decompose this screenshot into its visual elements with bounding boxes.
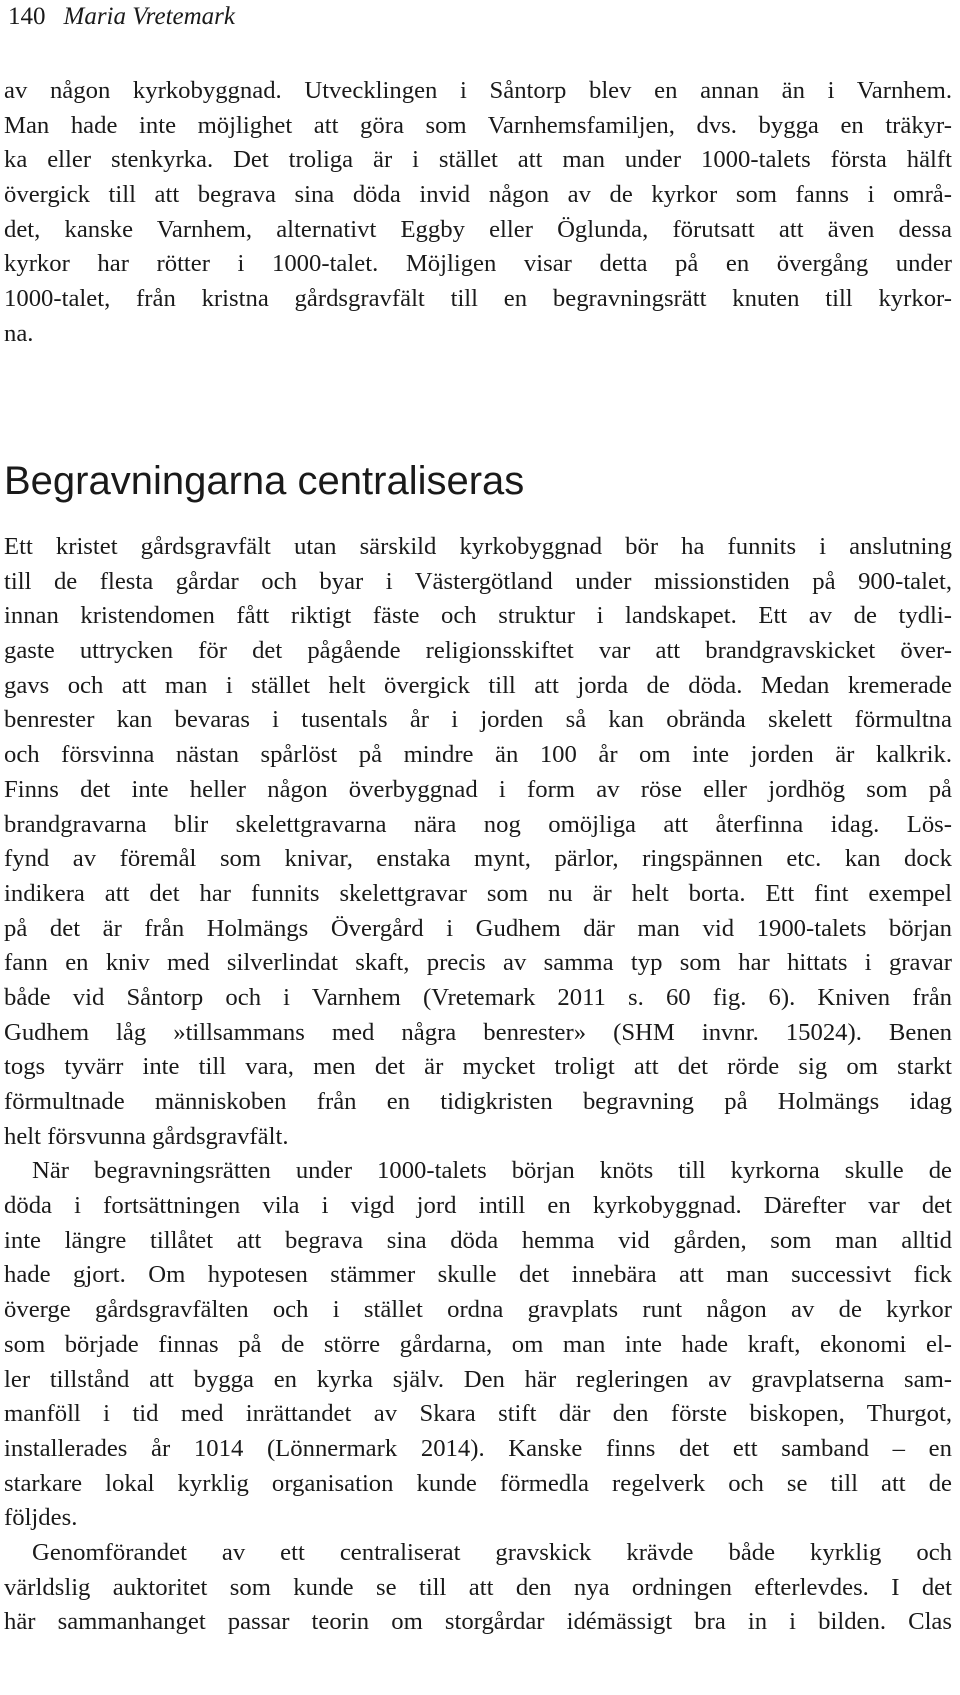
text-line: 1000-talet, från kristna gårdsgravfält till en begravningsrätt knuten till kyrkor- (4, 285, 952, 313)
text-line: helt försvunna gårdsgravfält. (4, 1122, 289, 1150)
text-line: som började finnas på de större gårdarna, om man inte hade kraft, ekonomi el- (4, 1330, 952, 1358)
text-line: När begravningsrätten under 1000-talets början knöts till kyrkorna skulle de (32, 1157, 952, 1185)
text-line: indikera att det har funnits skelettgravar som nu är helt borta. Ett fint exempel (4, 879, 952, 907)
text-line: här sammanhanget passar teorin om storgårdar idémässigt bra in i bilden. Clas (4, 1608, 952, 1636)
text-line: världslig auktoritet som kunde se till att den nya ordningen efterlevdes. I det (4, 1573, 952, 1601)
text-line: innan kristendomen fått riktigt fäste och struktur i landskapet. Ett av de tydli- (4, 602, 952, 630)
text-line: brandgravarna blir skelettgravarna nära nog omöjliga att återfinna idag. Lös- (4, 810, 952, 838)
text-line: Genomförandet av ett centraliserat gravskick krävde både kyrklig och (32, 1538, 952, 1566)
text-line: fynd av föremål som knivar, enstaka mynt, pärlor, ringspännen etc. kan dock (4, 845, 952, 873)
text-line: överge gårdsgravfälten och i stället ordna gravplats runt någon av de kyrkor (4, 1296, 952, 1324)
text-line: följdes. (4, 1504, 78, 1532)
running-head (8, 2, 235, 32)
text-line: döda i fortsättningen vila i vigd jord intill en kyrkobyggnad. Därefter var det (4, 1192, 952, 1220)
text-line: hade gjort. Om hypotesen stämmer skulle det innebära att man successivt fick (4, 1261, 952, 1289)
text-line: Gudhem låg »tillsammans med några benrester» (SHM invnr. 15024). Benen (4, 1018, 952, 1046)
text-line: på det är från Holmängs Övergård i Gudhem där man vid 1900-talets början (4, 914, 952, 942)
text-line: gaste uttrycken för det pågående religionsskiftet var att brandgravskicket över- (4, 637, 952, 665)
text-line: benrester kan bevaras i tusentals år i jorden så kan obrända skelett förmultna (4, 706, 952, 734)
intro-paragraph (4, 74, 952, 352)
text-line: det, kanske Varnhem, alternativt Eggby eller Öglunda, förutsatt att även dessa (4, 215, 952, 243)
text-line: och försvinna nästan spårlöst på mindre än 100 år om inte jorden är kalkrik. (4, 741, 952, 769)
text-line: inte längre tillåtet att begrava sina döda hemma vid gården, som man alltid (4, 1226, 952, 1254)
page-number: 140 (8, 3, 46, 30)
paragraph-3 (4, 1536, 952, 1640)
text-line: kyrkor har rötter i 1000-talet. Möjligen visar detta på en övergång under (4, 250, 952, 278)
text-line: fann en kniv med silverlindat skaft, precis av samma typ som har hittats i gravar (4, 949, 952, 977)
text-line: förmultnade människoben från en tidigkristen begravning på Holmängs idag (4, 1088, 952, 1115)
text-line: manföll i tid med inrättandet av Skara stift där den förste biskopen, Thurgot, (4, 1400, 952, 1428)
paragraph-1 (4, 530, 952, 1154)
text-line: till de flesta gårdar och byar i Västergötland under missionstiden på 900-talet, (4, 567, 952, 595)
text-line: starkare lokal kyrklig organisation kunde förmedla regelverk och se till att de (4, 1469, 952, 1497)
text-line: togs tyvärr inte till vara, men det är mycket troligt att det rörde sig om starkt (4, 1053, 952, 1081)
text-line: na. (4, 319, 34, 347)
text-line: av någon kyrkobyggnad. Utvecklingen i Såntorp blev en annan än i Varnhem. (4, 77, 952, 104)
text-line: gavs och att man i stället helt övergick till att jorda de döda. Medan kremerade (4, 671, 952, 699)
section-heading: Begravningarna centraliseras (4, 459, 525, 503)
text-line: Ett kristet gårdsgravfält utan särskild kyrkobyggnad bör ha funnits i anslutning (4, 533, 952, 560)
text-line: ler tillstånd att bygga en kyrka själv. Den här regleringen av gravplatserna sam- (4, 1365, 952, 1393)
text-line: ka eller stenkyrka. Det troliga är i stället att man under 1000-talets första hälft (4, 146, 952, 174)
text-line: både vid Såntorp och i Varnhem (Vretemark 2011 s. 60 fig. 6). Kniven från (4, 983, 952, 1011)
paragraph-2 (4, 1154, 952, 1536)
text-line: installerades år 1014 (Lönnermark 2014). Kanske finns det ett samband – en (4, 1434, 952, 1462)
text-line: Finns det inte heller någon överbyggnad i form av röse eller jordhög som på (4, 775, 952, 803)
section-body (4, 530, 952, 1640)
text-line: Man hade inte möjlighet att göra som Varnhemsfamiljen, dvs. bygga en träkyr- (4, 111, 952, 139)
running-head-author: Maria Vretemark (63, 3, 235, 30)
text-line: övergick till att begrava sina döda invid någon av de kyrkor som fanns i områ- (4, 181, 952, 209)
